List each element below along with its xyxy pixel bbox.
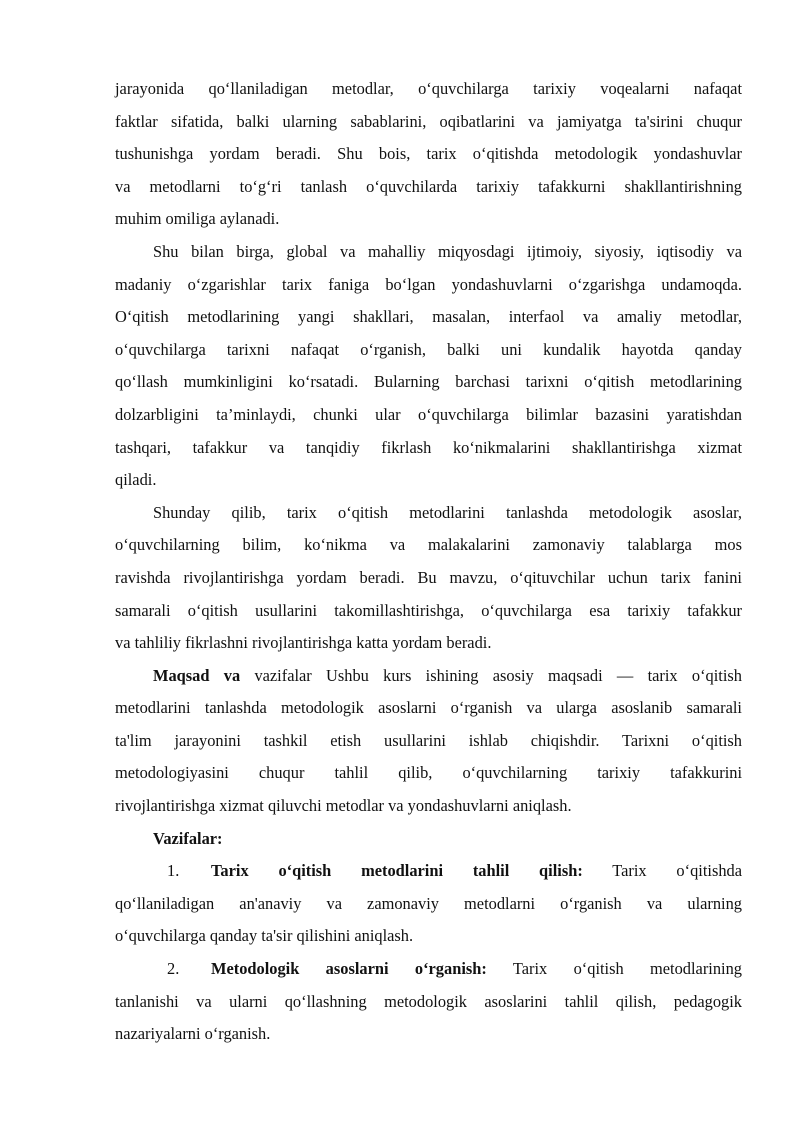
task-title: Tarix o‘qitish metodlarini tahlil qilish: [211, 861, 583, 881]
text-line: ravishda rivojlantirishga yordam beradi. Bu mavzu, o‘qituvchilar uchun tarix fanini [115, 567, 742, 587]
text-line [115, 660, 742, 693]
text-line: jarayonida qo‘llaniladigan metodlar, o‘quvchilarga tarixiy voqealarni nafaqat [115, 79, 742, 98]
text-line: muhim omiliga aylanadi. [115, 209, 280, 229]
text-line [115, 953, 742, 986]
task-first-line-rest: Tarix o‘qitish metodlarining [486, 959, 742, 979]
text-line: madaniy o‘zgarishlar tarix faniga bo‘lgan yondashuvlarni o‘zgarishga undamoqda. [115, 274, 742, 294]
text-line [115, 855, 742, 888]
task-item [115, 953, 742, 1051]
text-line: O‘qitish metodlarining yangi shakllari, masalan, interfaol va amaliy metodlar, [115, 307, 742, 327]
text-line: o‘quvchilarning bilim, ko‘nikma va malakalarini zamonaviy talablarga mos [115, 535, 742, 555]
text-line: va tahliliy fikrlashni rivojlantirishga katta yordam beradi. [115, 633, 492, 653]
text-line: ta'lim jarayonini tashkil etish usullarini ishlab chiqishdir. Tarixni o‘qitish [115, 730, 742, 750]
goal-paragraph [115, 660, 742, 823]
text-line: metodologiyasini chuqur tahlil qilib, o‘quvchilarning tarixiy tafakkurini [115, 763, 742, 783]
text-line: tashqari, tafakkur va tanqidiy fikrlash ko‘nikmalarini shakllantirishga xizmat [115, 437, 742, 457]
text-line: nazariyalarni o‘rganish. [115, 1024, 271, 1044]
text-line: va metodlarni to‘g‘ri tanlash o‘quvchilarda tarixiy tafakkurni shakllantirishning [115, 176, 742, 196]
text-line: metodlarini tanlashda metodologik asoslarni o‘rganish va ularga asoslanib samarali [115, 698, 742, 718]
goal-lead: Maqsad va [153, 665, 241, 685]
goal-first-line-rest: vazifalar Ushbu kurs ishining asosiy maqsadi — tarix o‘qitish [240, 665, 742, 685]
task-first-line-rest: Tarix o‘qitishda [582, 861, 742, 881]
text-line: qo‘llaniladigan an'anaviy va zamonaviy metodlarni o‘rganish va ularning [115, 893, 742, 913]
text-line: Shu bilan birga, global va mahalliy miqyosdagi ijtimoiy, siyosiy, iqtisodiy va [153, 241, 742, 261]
task-number: 1. [167, 861, 180, 881]
text-line: rivojlantirishga xizmat qiluvchi metodlar va yondashuvlarni aniqlash. [115, 796, 572, 816]
text-line: tanlanishi va ularni qo‘llashning metodologik asoslarini tahlil qilish, pedagogik [115, 991, 742, 1011]
task-title: Metodologik asoslarni o‘rganish: [211, 959, 487, 979]
document-page [115, 73, 742, 1051]
tasks-heading: Vazifalar: [153, 828, 223, 848]
text-line: dolzarbligini ta’minlaydi, chunki ular o‘quvchilarga bilimlar bazasini yaratishdan [115, 404, 742, 424]
task-first-line [211, 953, 742, 986]
paragraph-2 [115, 236, 742, 497]
text-line: o‘quvchilarga tarixni nafaqat o‘rganish, balki uni kundalik hayotda qanday [115, 339, 742, 359]
task-item [115, 855, 742, 953]
task-first-line [211, 855, 742, 888]
text-line: Shunday qilib, tarix o‘qitish metodlarini tanlashda metodologik asoslar, [153, 502, 742, 522]
text-line: tushunishga yordam beradi. Shu bois, tarix o‘qitishda metodologik yondashuvlar [115, 144, 742, 164]
text-line: qiladi. [115, 470, 157, 490]
text-line: o‘quvchilarga qanday ta'sir qilishini aniqlash. [115, 926, 414, 946]
task-number: 2. [167, 959, 180, 979]
text-line: samarali o‘qitish usullarini takomillashtirishga, o‘quvchilarga esa tarixiy tafakkur [115, 600, 742, 620]
paragraph-3 [115, 497, 742, 660]
paragraph-1 [115, 73, 742, 236]
text-line: qo‘llash mumkinligini ko‘rsatadi. Bularning barchasi tarixni o‘qitish metodlarining [115, 372, 742, 392]
text-line: faktlar sifatida, balki ularning sabablarini, oqibatlarini va jamiyatga ta'sirini chuqur [115, 111, 742, 131]
